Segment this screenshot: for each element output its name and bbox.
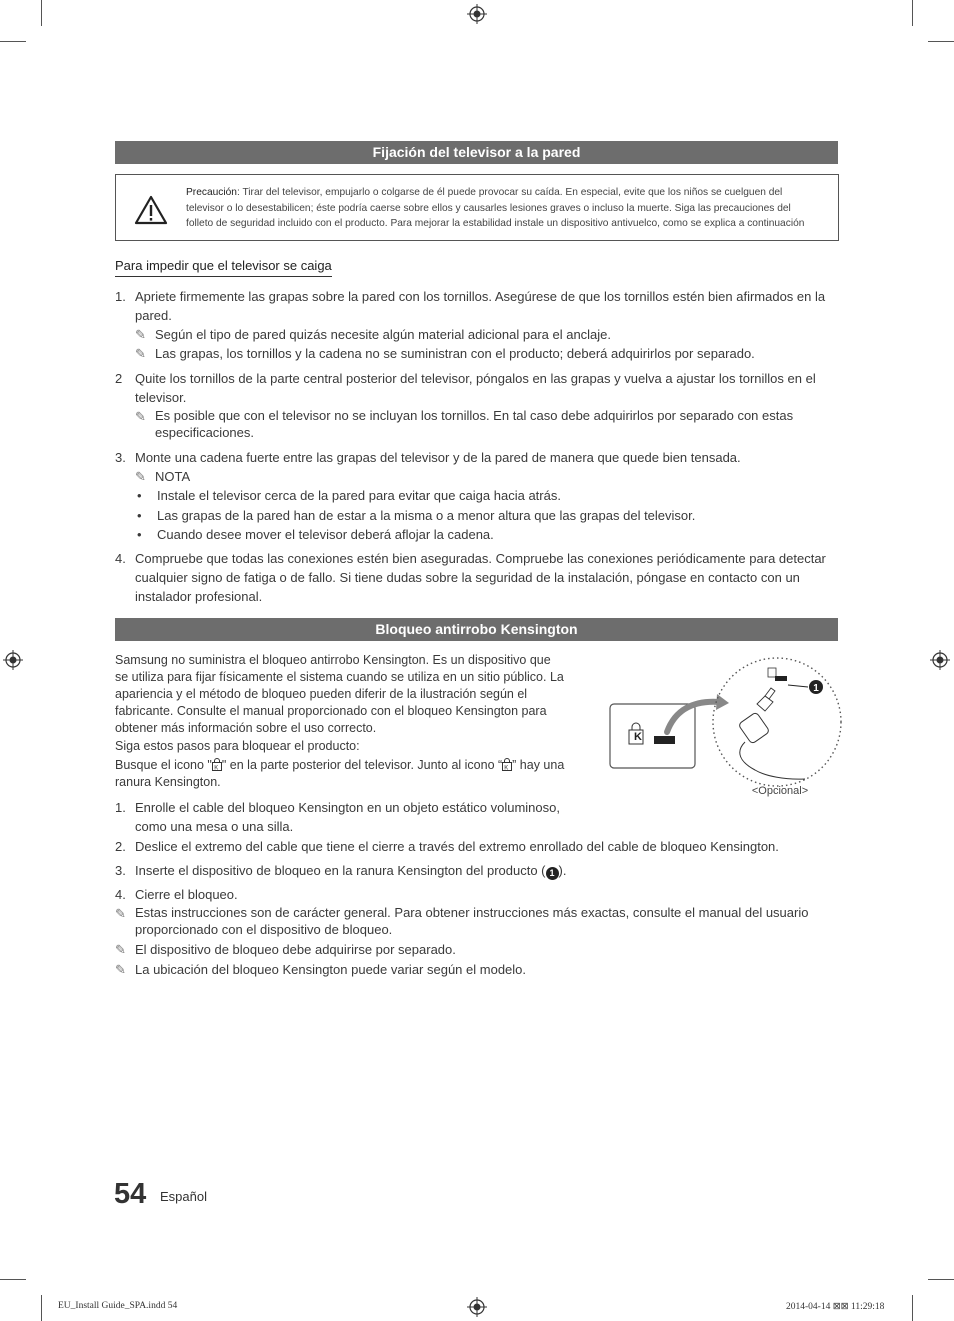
note-pencil-icon: ✎ — [115, 906, 126, 921]
callout-number-text: 1 — [813, 683, 819, 694]
bullet-icon: • — [137, 508, 142, 523]
note-pencil-icon: ✎ — [135, 346, 146, 361]
svg-text:K: K — [214, 765, 219, 771]
note-label: NOTA — [155, 469, 191, 484]
step-text: Deslice el extremo del cable que tiene el cierre a través del extremo enrollado del cable de bloqueo Kensington. — [135, 839, 779, 854]
icon-text-part: Busque el icono " — [115, 758, 212, 772]
step-text: Enrolle el cable del bloqueo Kensington en un objeto estático voluminoso, como una mesa o una silla. — [135, 800, 560, 834]
step-number: 1. — [115, 289, 126, 304]
note-text: Es posible que con el televisor no se incluyan los tornillos. En tal caso debe adquirirlos por separado con estas especificaciones. — [155, 408, 794, 440]
step-text: Cierre el bloqueo. — [135, 887, 238, 902]
kensington-steps-intro: Siga estos pasos para bloquear el producto: — [115, 739, 360, 753]
bullet-text: Instale el televisor cerca de la pared para evitar que caiga hacia atrás. — [157, 488, 561, 503]
step-number: 3. — [115, 450, 126, 465]
footer-filename: EU_Install Guide_SPA.indd 54 — [58, 1301, 178, 1311]
note-text: Estas instrucciones son de carácter general. Para obtener instrucciones más exactas, consulte el manual del usuario proporcionado con el dispositivo de bloqueo. — [135, 905, 809, 937]
bullet-icon: • — [137, 527, 142, 542]
note-pencil-icon: ✎ — [135, 327, 146, 342]
crop-mark — [0, 1279, 26, 1280]
note-pencil-icon: ✎ — [115, 962, 126, 977]
step-text-part: Inserte el dispositivo de bloqueo en la ranura Kensington del producto ( — [135, 863, 546, 878]
note-text: La ubicación del bloqueo Kensington puede variar según el modelo. — [135, 962, 527, 977]
step-text-part: ). — [558, 863, 567, 878]
kensington-intro: Samsung no suministra el bloqueo antirrobo Kensington. Es un dispositivo que se utiliza para fijar físicamente el sistema cuando se utiliza en un sitio público. La apariencia y el método de bloqueo pueden diferir de la ilustración según el fabricante. Consulte el manual proporcionado con el bloqueo Kensington para obtener más información sobre el uso correcto. — [115, 653, 564, 735]
note-text: El dispositivo de bloqueo debe adquirirse por separado. — [135, 942, 456, 957]
registration-mark-icon — [467, 4, 487, 24]
page-number: 54 — [114, 1178, 147, 1210]
callout-circle-icon: 1 — [546, 867, 559, 880]
section-title-wall-mount: Fijación del televisor a la pared — [115, 141, 838, 164]
step-number: 2. — [115, 839, 126, 854]
step-text: Compruebe que todas las conexiones estén bien aseguradas. Compruebe las conexiones periódicamente para detectar cualquier signo de fatiga o de fallo. Si tiene dudas sobre la seguridad de la instalación, póngase en contacto con un instalador profesional. — [135, 551, 826, 604]
registration-mark-icon — [930, 650, 950, 670]
note-text: Según el tipo de pared quizás necesite algún material adicional para el anclaje. — [155, 327, 612, 342]
figure-caption: <Opcional> — [751, 785, 809, 797]
note-pencil-icon: ✎ — [135, 469, 146, 484]
crop-mark — [912, 1295, 913, 1321]
step-text — [135, 861, 840, 880]
step-text: Monte una cadena fuerte entre las grapas del televisor y de la pared de manera que quede bien tensada. — [135, 450, 741, 465]
caution-label: Precaución — [186, 187, 237, 198]
step-text: Quite los tornillos de la parte central posterior del televisor, póngalos en las grapas y vuelva a ajustar los tornillos en el televisor. — [135, 371, 816, 405]
kensington-illustration — [605, 652, 845, 802]
caution-line: : Tirar del televisor, empujarlo o colgarse de él puede provocar su caída. En especial, evite que los niños se cuelguen del — [236, 187, 783, 198]
k-label: K — [634, 731, 642, 743]
page-language: Español — [160, 1189, 207, 1204]
step-number: 1. — [115, 800, 126, 815]
kensington-lock-icon — [502, 758, 512, 771]
crop-mark — [41, 1295, 42, 1321]
crop-mark — [0, 41, 26, 42]
caution-text — [186, 185, 836, 232]
kensington-icon-text — [115, 757, 565, 791]
svg-text:K: K — [504, 765, 509, 771]
step-number: 2 — [115, 371, 123, 386]
bullet-text: Las grapas de la pared han de estar a la misma o a menor altura que las grapas del televisor. — [157, 508, 696, 523]
icon-text-part: ” hay una ranura Kensington. — [115, 758, 565, 789]
note-pencil-icon: ✎ — [135, 409, 146, 424]
note-text: Las grapas, los tornillos y la cadena no se suministran con el producto; deberá adquirirlos por separado. — [155, 346, 755, 361]
registration-mark-icon — [3, 650, 23, 670]
crop-mark — [928, 1279, 954, 1280]
bullet-text: Cuando desee mover el televisor deberá aflojar la cadena. — [157, 527, 494, 542]
bullet-icon: • — [137, 488, 142, 503]
kensington-lock-icon — [212, 758, 222, 771]
icon-text-part: " en la parte posterior del televisor. Junto al icono “ — [221, 758, 503, 772]
footer-timestamp: 2014-04-14 ⊠⊠ 11:29:18 — [786, 1302, 885, 1312]
caution-line: televisor o lo desestabilicen; éste podría caerse sobre ellos y causarles lesiones graves o incluso la muerte. Siga las precauciones del — [186, 202, 791, 214]
crop-mark — [912, 0, 913, 26]
note-pencil-icon: ✎ — [115, 942, 126, 957]
section-title-kensington: Bloqueo antirrobo Kensington — [115, 618, 838, 641]
step-number: 4. — [115, 887, 126, 902]
step-number: 3. — [115, 863, 126, 878]
warning-icon — [134, 195, 168, 225]
caution-box — [115, 174, 839, 241]
caution-line: folleto de seguridad incluido con el producto. Para mejorar la estabilidad instale un dispositivo antivuelco, como se explica a continuación — [186, 218, 805, 229]
step-number: 4. — [115, 551, 126, 566]
diagram-overlay — [605, 652, 845, 802]
crop-mark — [928, 41, 954, 42]
registration-mark-icon — [467, 1297, 487, 1317]
step-text: Apriete firmemente las grapas sobre la pared con los tornillos. Asegúrese de que los tornillos estén bien afirmados en la pared. — [135, 289, 826, 323]
subheading-prevent-fall: Para impedir que el televisor se caiga — [115, 258, 332, 277]
crop-mark — [41, 0, 42, 26]
